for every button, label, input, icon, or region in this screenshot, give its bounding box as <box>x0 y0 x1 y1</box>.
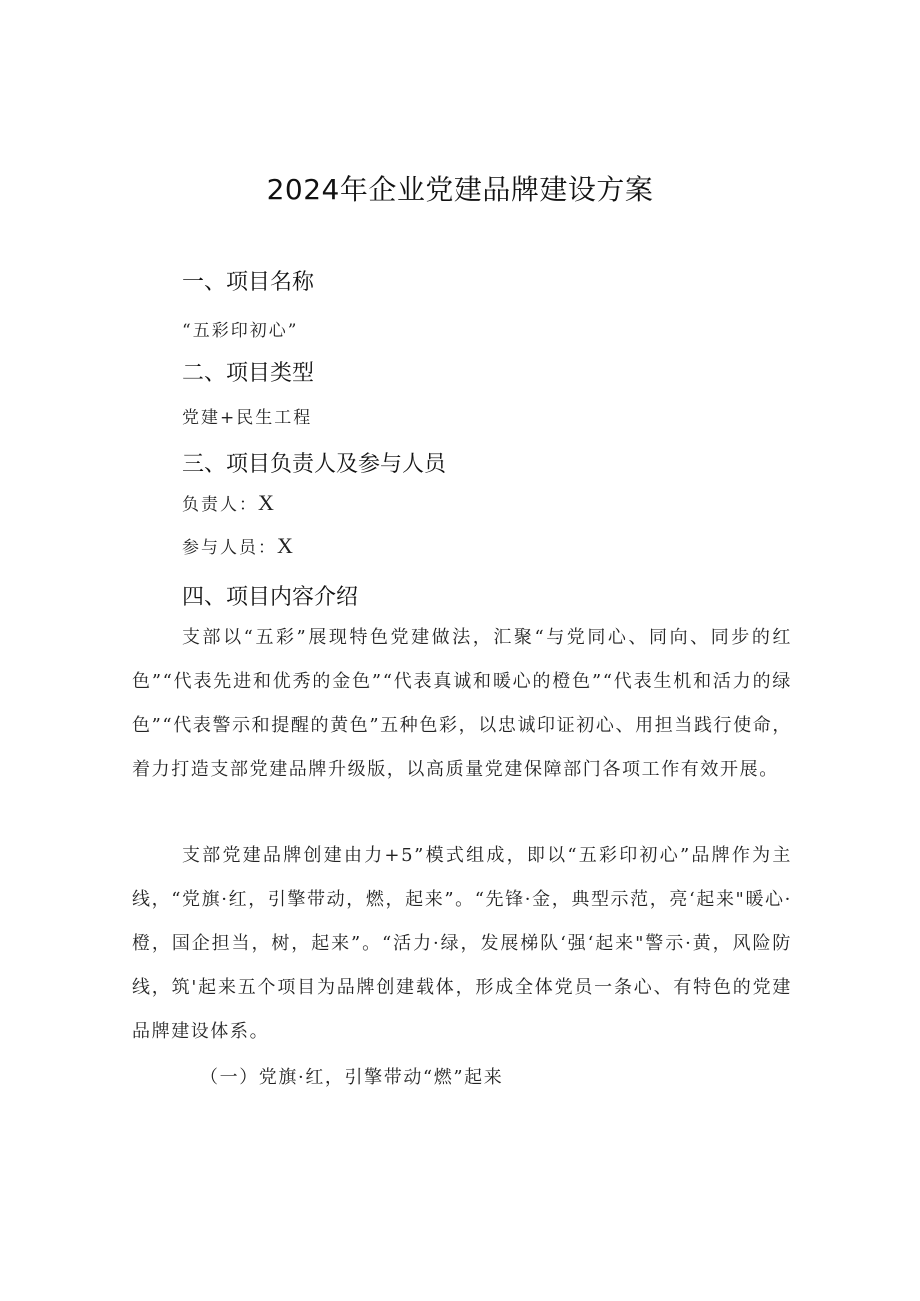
members-value: X <box>277 533 293 558</box>
document-title: 2024年企业党建品牌建设方案 <box>266 173 654 206</box>
members-line <box>182 533 293 559</box>
leader-line <box>182 490 274 516</box>
content-paragraph-2: 支部党建品牌创建由力+5”模式组成，即以“五彩印初心”品牌作为主线，“党旗·红，引擎带动，燃，起来”。“先锋·金，典型示范，亮‘起来"暖心·橙，国企担当，树，起来”。“活力·绿，发展梯队‘强‘起来"警示·黄，风险防线，筑'起来五个项目为品牌创建载体，形成全体党员一条心、有特色的党建品牌建设体系。 <box>132 845 792 1042</box>
project-name-text: “五彩印初心” <box>182 321 299 341</box>
leader-label: 负责人： <box>182 495 258 515</box>
section-heading-type: 二、项目类型 <box>182 361 315 386</box>
leader-value: X <box>258 490 274 515</box>
content-paragraph-1: 支部以“五彩”展现特色党建做法，汇聚“与党同心、同向、同步的红色”“代表先进和优秀的金色”“代表真诚和暖心的橙色”“代表生机和活力的绿色”“代表警示和提醒的黄色”五种色彩，以忠诚印证初心、用担当践行使命，着力打造支部党建品牌升级版，以高质量党建保障部门各项工作有效开展。 <box>132 627 792 780</box>
project-type-text: 党建+民生工程 <box>182 408 313 428</box>
section-heading-content: 四、项目内容介绍 <box>182 585 359 610</box>
section-heading-people: 三、项目负责人及参与人员 <box>182 452 447 477</box>
section-heading-name: 一、项目名称 <box>182 270 315 295</box>
subsection-heading: （一）党旗·红，引擎带动“燃”起来 <box>200 1067 504 1088</box>
members-label: 参与人员： <box>182 538 277 558</box>
